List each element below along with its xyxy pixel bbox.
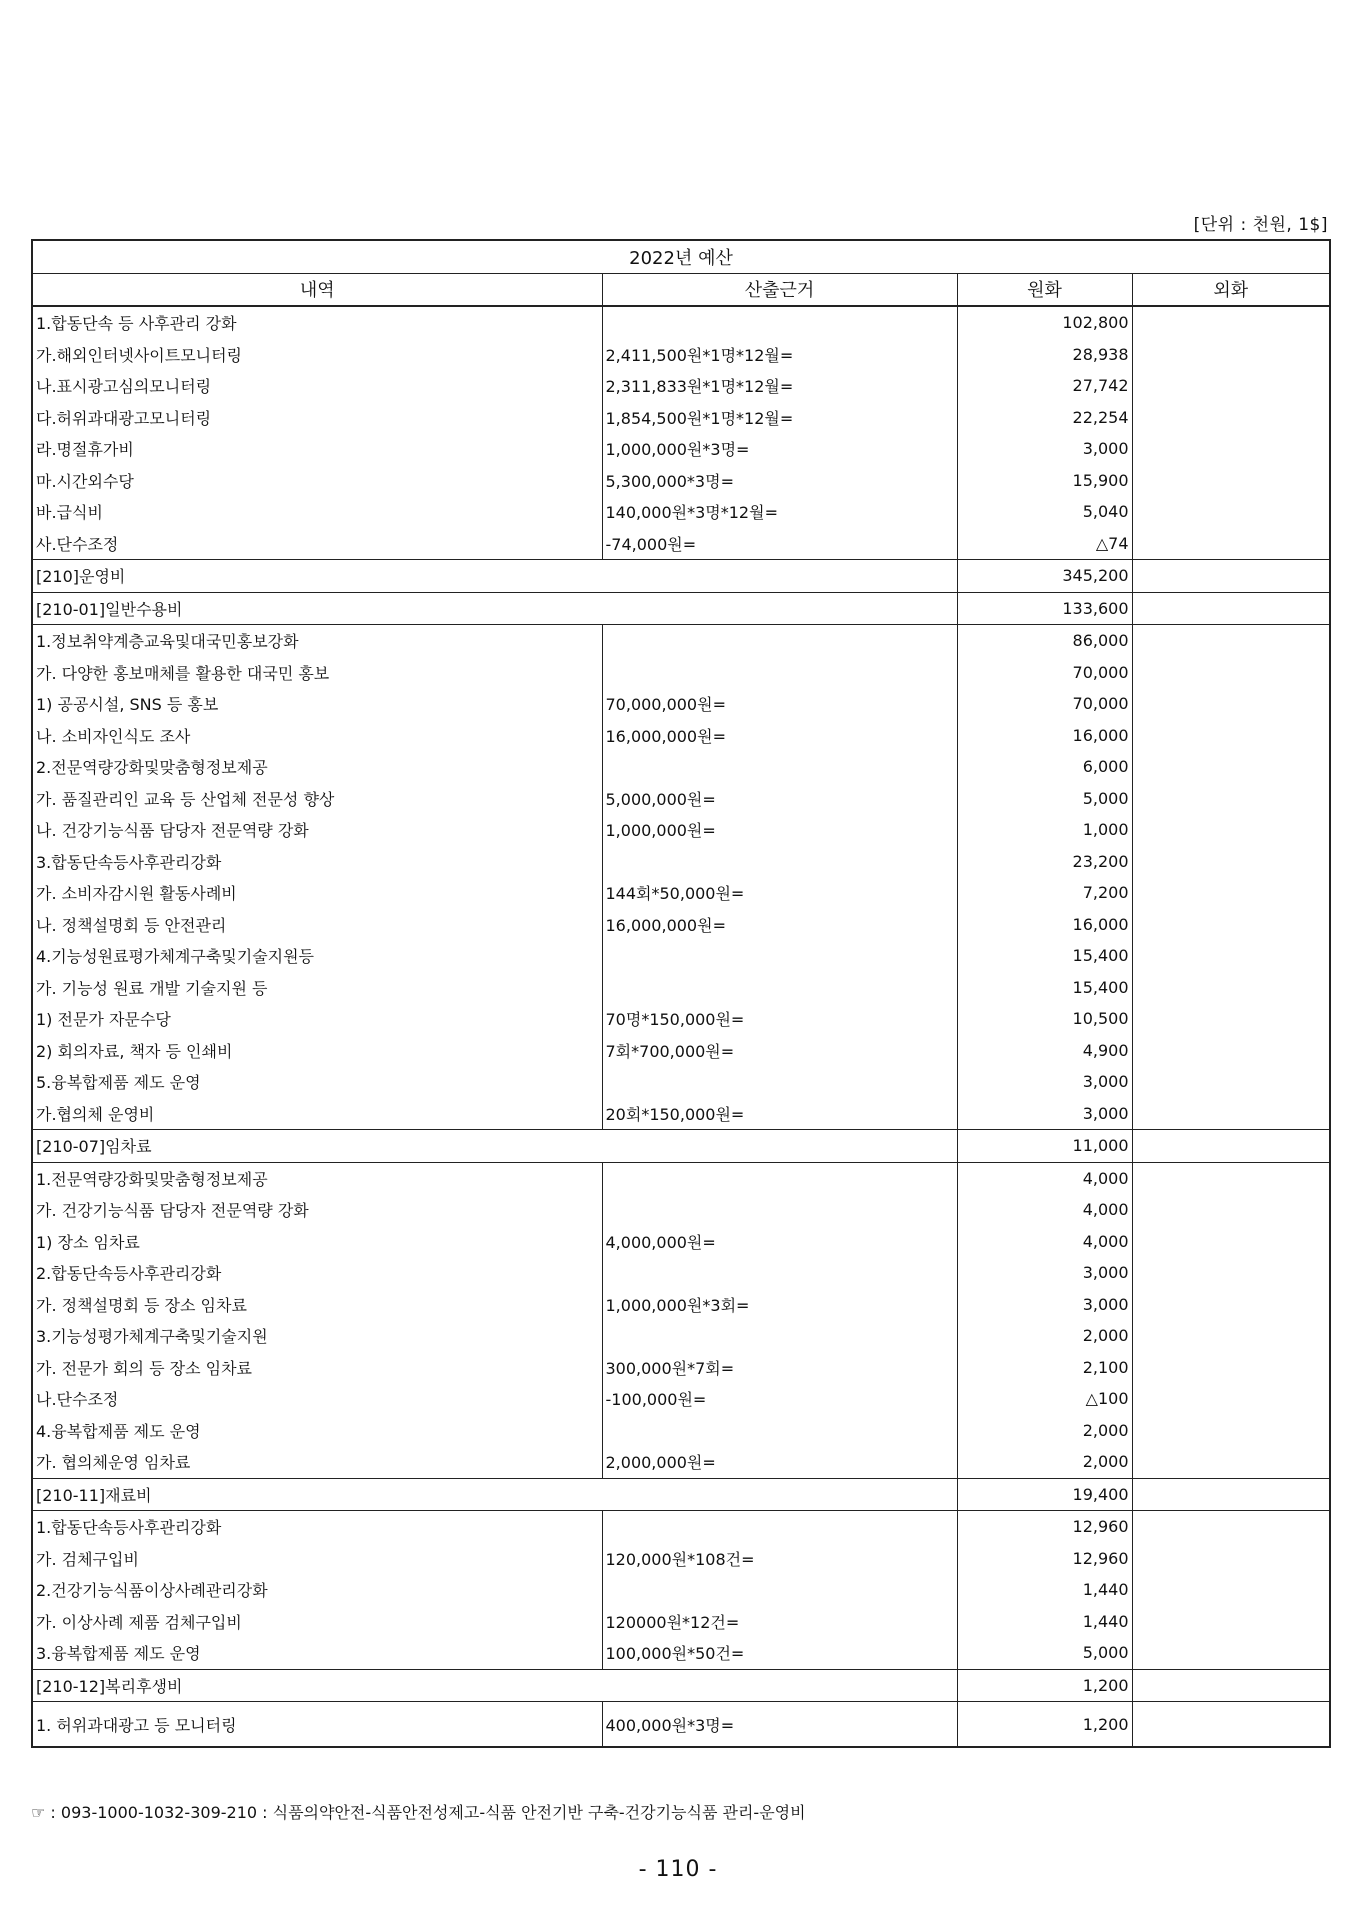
row-label: 5.융복합제품 제도 운영 xyxy=(32,1066,602,1098)
row-basis xyxy=(602,846,957,878)
row-amount-fx xyxy=(1132,1257,1330,1289)
row-amount-krw: 86,000 xyxy=(957,625,1132,657)
table-row xyxy=(32,1226,1330,1258)
row-amount-krw: 11,000 xyxy=(957,1130,1132,1163)
table-row xyxy=(32,1066,1330,1098)
row-label: 2.건강기능식품이상사례관리강화 xyxy=(32,1574,602,1606)
row-amount-fx xyxy=(1132,560,1330,593)
row-basis xyxy=(602,1162,957,1194)
section-row xyxy=(32,1669,1330,1702)
budget-rows xyxy=(32,306,1330,1747)
row-amount-krw: △100 xyxy=(957,1383,1132,1415)
row-amount-fx xyxy=(1132,720,1330,752)
row-label: 1.합동단속 등 사후관리 강화 xyxy=(32,306,602,339)
table-row xyxy=(32,720,1330,752)
row-amount-krw: 1,440 xyxy=(957,1606,1132,1638)
row-basis xyxy=(602,940,957,972)
table-row xyxy=(32,402,1330,434)
row-basis xyxy=(602,1415,957,1447)
row-basis: 140,000원*3명*12월= xyxy=(602,496,957,528)
row-basis xyxy=(602,306,957,339)
table-row xyxy=(32,1320,1330,1352)
row-amount-krw: 2,000 xyxy=(957,1415,1132,1447)
row-basis xyxy=(602,657,957,689)
row-amount-fx xyxy=(1132,402,1330,434)
row-amount-fx xyxy=(1132,972,1330,1004)
table-row xyxy=(32,1352,1330,1384)
table-row xyxy=(32,1543,1330,1575)
row-amount-fx xyxy=(1132,1098,1330,1130)
row-label: 나. 소비자인식도 조사 xyxy=(32,720,602,752)
row-amount-fx xyxy=(1132,877,1330,909)
row-amount-fx xyxy=(1132,1035,1330,1067)
row-amount-fx xyxy=(1132,1130,1330,1163)
table-row xyxy=(32,1257,1330,1289)
row-amount-krw: 23,200 xyxy=(957,846,1132,878)
row-label: 나.표시광고심의모니터링 xyxy=(32,370,602,402)
row-label: 2.합동단속등사후관리강화 xyxy=(32,1257,602,1289)
row-amount-fx xyxy=(1132,688,1330,720)
row-basis xyxy=(602,1257,957,1289)
row-label: 4.융복합제품 제도 운영 xyxy=(32,1415,602,1447)
row-basis: 7회*700,000원= xyxy=(602,1035,957,1067)
row-label: 1) 장소 임차료 xyxy=(32,1226,602,1258)
table-row xyxy=(32,1511,1330,1543)
row-label: 1. 허위과대광고 등 모니터링 xyxy=(32,1702,602,1748)
row-amount-fx xyxy=(1132,940,1330,972)
section-label: [210-01]일반수용비 xyxy=(32,592,957,625)
row-amount-fx xyxy=(1132,1289,1330,1321)
row-label: 가. 전문가 회의 등 장소 임차료 xyxy=(32,1352,602,1384)
row-amount-fx xyxy=(1132,1194,1330,1226)
row-amount-fx xyxy=(1132,846,1330,878)
section-label: [210-07]임차료 xyxy=(32,1130,957,1163)
row-amount-krw: 2,100 xyxy=(957,1352,1132,1384)
budget-table xyxy=(31,239,1331,1748)
section-row xyxy=(32,1478,1330,1511)
row-label: 3.융복합제품 제도 운영 xyxy=(32,1637,602,1669)
row-amount-fx xyxy=(1132,1352,1330,1384)
row-amount-krw: 2,000 xyxy=(957,1320,1132,1352)
row-amount-krw: 3,000 xyxy=(957,1289,1132,1321)
table-row xyxy=(32,1162,1330,1194)
row-label: 가.협의체 운영비 xyxy=(32,1098,602,1130)
table-row xyxy=(32,751,1330,783)
table-row xyxy=(32,909,1330,941)
row-amount-krw: 15,400 xyxy=(957,940,1132,972)
row-label: 나. 건강기능식품 담당자 전문역량 강화 xyxy=(32,814,602,846)
row-basis: 2,411,500원*1명*12월= xyxy=(602,339,957,371)
row-amount-krw: 6,000 xyxy=(957,751,1132,783)
row-amount-fx xyxy=(1132,528,1330,560)
row-label: 라.명절휴가비 xyxy=(32,433,602,465)
table-row xyxy=(32,877,1330,909)
row-label: 가. 정책설명회 등 장소 임차료 xyxy=(32,1289,602,1321)
table-row xyxy=(32,496,1330,528)
row-amount-krw: 22,254 xyxy=(957,402,1132,434)
row-amount-fx xyxy=(1132,1478,1330,1511)
row-amount-fx xyxy=(1132,1415,1330,1447)
row-label: 가. 검체구입비 xyxy=(32,1543,602,1575)
row-amount-krw: △74 xyxy=(957,528,1132,560)
page-number: - 110 - xyxy=(638,1857,718,1882)
row-label: 가. 협의체운영 임차료 xyxy=(32,1446,602,1478)
row-basis: 144회*50,000원= xyxy=(602,877,957,909)
row-amount-krw: 70,000 xyxy=(957,688,1132,720)
row-basis xyxy=(602,1066,957,1098)
section-row xyxy=(32,592,1330,625)
table-row xyxy=(32,1637,1330,1669)
table-row xyxy=(32,1194,1330,1226)
row-amount-fx xyxy=(1132,909,1330,941)
row-label: 1) 전문가 자문수당 xyxy=(32,1003,602,1035)
row-amount-krw: 345,200 xyxy=(957,560,1132,593)
row-amount-krw: 28,938 xyxy=(957,339,1132,371)
row-amount-fx xyxy=(1132,783,1330,815)
column-header-basis: 산출근거 xyxy=(602,273,957,306)
row-amount-fx xyxy=(1132,465,1330,497)
row-amount-fx xyxy=(1132,1669,1330,1702)
row-label: 바.급식비 xyxy=(32,496,602,528)
row-label: 2) 회의자료, 책자 등 인쇄비 xyxy=(32,1035,602,1067)
table-row xyxy=(32,1098,1330,1130)
column-header-krw: 원화 xyxy=(957,273,1132,306)
row-amount-fx xyxy=(1132,751,1330,783)
row-amount-krw: 15,900 xyxy=(957,465,1132,497)
row-label: 3.합동단속등사후관리강화 xyxy=(32,846,602,878)
row-amount-fx xyxy=(1132,657,1330,689)
section-label: [210-12]복리후생비 xyxy=(32,1669,957,1702)
row-label: 가. 건강기능식품 담당자 전문역량 강화 xyxy=(32,1194,602,1226)
table-row xyxy=(32,846,1330,878)
row-amount-fx xyxy=(1132,1226,1330,1258)
row-basis: -74,000원= xyxy=(602,528,957,560)
row-label: 나. 정책설명회 등 안전관리 xyxy=(32,909,602,941)
table-row xyxy=(32,1446,1330,1478)
table-row xyxy=(32,1383,1330,1415)
table-row xyxy=(32,339,1330,371)
row-amount-fx xyxy=(1132,592,1330,625)
row-amount-krw: 3,000 xyxy=(957,1257,1132,1289)
row-amount-krw: 70,000 xyxy=(957,657,1132,689)
row-basis xyxy=(602,1574,957,1606)
row-label: 가. 이상사례 제품 검체구입비 xyxy=(32,1606,602,1638)
row-basis: 16,000,000원= xyxy=(602,909,957,941)
row-amount-krw: 15,400 xyxy=(957,972,1132,1004)
row-amount-krw: 3,000 xyxy=(957,433,1132,465)
row-label: 가. 소비자감시원 활동사례비 xyxy=(32,877,602,909)
row-basis xyxy=(602,972,957,1004)
row-label: 2.전문역량강화및맞춤형정보제공 xyxy=(32,751,602,783)
row-basis xyxy=(602,625,957,657)
row-amount-krw: 1,200 xyxy=(957,1669,1132,1702)
row-amount-fx xyxy=(1132,814,1330,846)
row-basis: 70,000,000원= xyxy=(602,688,957,720)
row-basis xyxy=(602,1511,957,1543)
row-amount-krw: 5,000 xyxy=(957,783,1132,815)
row-label: 1.정보취약계층교육및대국민홍보강화 xyxy=(32,625,602,657)
table-row xyxy=(32,1606,1330,1638)
table-row xyxy=(32,972,1330,1004)
row-amount-fx xyxy=(1132,1003,1330,1035)
row-amount-fx xyxy=(1132,625,1330,657)
row-amount-fx xyxy=(1132,1446,1330,1478)
row-amount-fx xyxy=(1132,1383,1330,1415)
row-basis: 120,000원*108건= xyxy=(602,1543,957,1575)
row-amount-krw: 19,400 xyxy=(957,1478,1132,1511)
row-label: 가. 다양한 홍보매체를 활용한 대국민 홍보 xyxy=(32,657,602,689)
table-row xyxy=(32,306,1330,339)
unit-note: [단위 : 천원, 1$] xyxy=(1193,215,1328,235)
section-row xyxy=(32,1130,1330,1163)
row-basis: 70명*150,000원= xyxy=(602,1003,957,1035)
row-label: 4.기능성원료평가체계구축및기술지원등 xyxy=(32,940,602,972)
table-row xyxy=(32,814,1330,846)
table-row xyxy=(32,1289,1330,1321)
row-amount-krw: 5,000 xyxy=(957,1637,1132,1669)
year-header: 2022년 예산 xyxy=(32,240,1330,273)
row-amount-fx xyxy=(1132,1162,1330,1194)
row-amount-fx xyxy=(1132,1637,1330,1669)
row-amount-krw: 3,000 xyxy=(957,1098,1132,1130)
row-basis: 5,300,000*3명= xyxy=(602,465,957,497)
row-basis: 1,000,000원= xyxy=(602,814,957,846)
row-amount-krw: 12,960 xyxy=(957,1511,1132,1543)
row-amount-krw: 3,000 xyxy=(957,1066,1132,1098)
row-amount-krw: 1,200 xyxy=(957,1702,1132,1748)
row-label: 1) 공공시설, SNS 등 홍보 xyxy=(32,688,602,720)
row-label: 가.해외인터넷사이트모니터링 xyxy=(32,339,602,371)
row-amount-fx xyxy=(1132,496,1330,528)
table-row xyxy=(32,688,1330,720)
row-basis: 5,000,000원= xyxy=(602,783,957,815)
row-amount-krw: 7,200 xyxy=(957,877,1132,909)
row-label: 가. 기능성 원료 개발 기술지원 등 xyxy=(32,972,602,1004)
table-row xyxy=(32,940,1330,972)
row-basis: 1,854,500원*1명*12월= xyxy=(602,402,957,434)
row-basis: 16,000,000원= xyxy=(602,720,957,752)
row-amount-fx xyxy=(1132,1511,1330,1543)
row-amount-krw: 10,500 xyxy=(957,1003,1132,1035)
row-basis: 1,000,000원*3회= xyxy=(602,1289,957,1321)
row-amount-fx xyxy=(1132,1702,1330,1748)
row-amount-krw: 16,000 xyxy=(957,909,1132,941)
row-basis: 4,000,000원= xyxy=(602,1226,957,1258)
row-amount-krw: 27,742 xyxy=(957,370,1132,402)
row-label: 1.합동단속등사후관리강화 xyxy=(32,1511,602,1543)
row-amount-krw: 4,000 xyxy=(957,1226,1132,1258)
row-label: 나.단수조정 xyxy=(32,1383,602,1415)
row-amount-fx xyxy=(1132,1574,1330,1606)
row-basis: 2,000,000원= xyxy=(602,1446,957,1478)
row-label: 마.시간외수당 xyxy=(32,465,602,497)
table-row xyxy=(32,1035,1330,1067)
row-basis xyxy=(602,1194,957,1226)
table-row xyxy=(32,1702,1330,1748)
row-amount-krw: 1,440 xyxy=(957,1574,1132,1606)
row-amount-krw: 16,000 xyxy=(957,720,1132,752)
section-label: [210]운영비 xyxy=(32,560,957,593)
row-amount-krw: 4,000 xyxy=(957,1162,1132,1194)
row-amount-fx xyxy=(1132,1606,1330,1638)
column-header-fx: 외화 xyxy=(1132,273,1330,306)
row-amount-krw: 12,960 xyxy=(957,1543,1132,1575)
row-basis: 2,311,833원*1명*12월= xyxy=(602,370,957,402)
section-row xyxy=(32,560,1330,593)
row-amount-krw: 4,900 xyxy=(957,1035,1132,1067)
row-basis: -100,000원= xyxy=(602,1383,957,1415)
row-amount-fx xyxy=(1132,1066,1330,1098)
row-amount-krw: 102,800 xyxy=(957,306,1132,339)
row-basis: 400,000원*3명= xyxy=(602,1702,957,1748)
table-row xyxy=(32,783,1330,815)
column-header-detail: 내역 xyxy=(32,273,602,306)
row-amount-krw: 133,600 xyxy=(957,592,1132,625)
row-label: 가. 품질관리인 교육 등 산업체 전문성 향상 xyxy=(32,783,602,815)
row-amount-krw: 5,040 xyxy=(957,496,1132,528)
table-row xyxy=(32,625,1330,657)
table-row xyxy=(32,370,1330,402)
row-amount-fx xyxy=(1132,433,1330,465)
row-label: 다.허위과대광고모니터링 xyxy=(32,402,602,434)
row-amount-fx xyxy=(1132,370,1330,402)
row-basis: 100,000원*50건= xyxy=(602,1637,957,1669)
row-label: 1.전문역량강화및맞춤형정보제공 xyxy=(32,1162,602,1194)
table-row xyxy=(32,1415,1330,1447)
row-basis: 20회*150,000원= xyxy=(602,1098,957,1130)
section-label: [210-11]재료비 xyxy=(32,1478,957,1511)
row-amount-fx xyxy=(1132,339,1330,371)
row-amount-fx xyxy=(1132,306,1330,339)
row-basis: 1,000,000원*3명= xyxy=(602,433,957,465)
row-amount-fx xyxy=(1132,1543,1330,1575)
row-amount-fx xyxy=(1132,1320,1330,1352)
table-row xyxy=(32,1574,1330,1606)
table-row xyxy=(32,657,1330,689)
row-amount-krw: 2,000 xyxy=(957,1446,1132,1478)
row-label: 사.단수조정 xyxy=(32,528,602,560)
row-amount-krw: 1,000 xyxy=(957,814,1132,846)
table-row xyxy=(32,433,1330,465)
table-row xyxy=(32,1003,1330,1035)
row-amount-krw: 4,000 xyxy=(957,1194,1132,1226)
table-row xyxy=(32,528,1330,560)
row-basis: 120000원*12건= xyxy=(602,1606,957,1638)
row-basis: 300,000원*7회= xyxy=(602,1352,957,1384)
table-row xyxy=(32,465,1330,497)
footnote: ☞ : 093-1000-1032-309-210 : 식품의약안전-식품안전성제고-식품 안전기반 구축-건강기능식품 관리-운영비 xyxy=(31,1803,806,1822)
row-label: 3.기능성평가체계구축및기술지원 xyxy=(32,1320,602,1352)
row-basis xyxy=(602,751,957,783)
row-basis xyxy=(602,1320,957,1352)
